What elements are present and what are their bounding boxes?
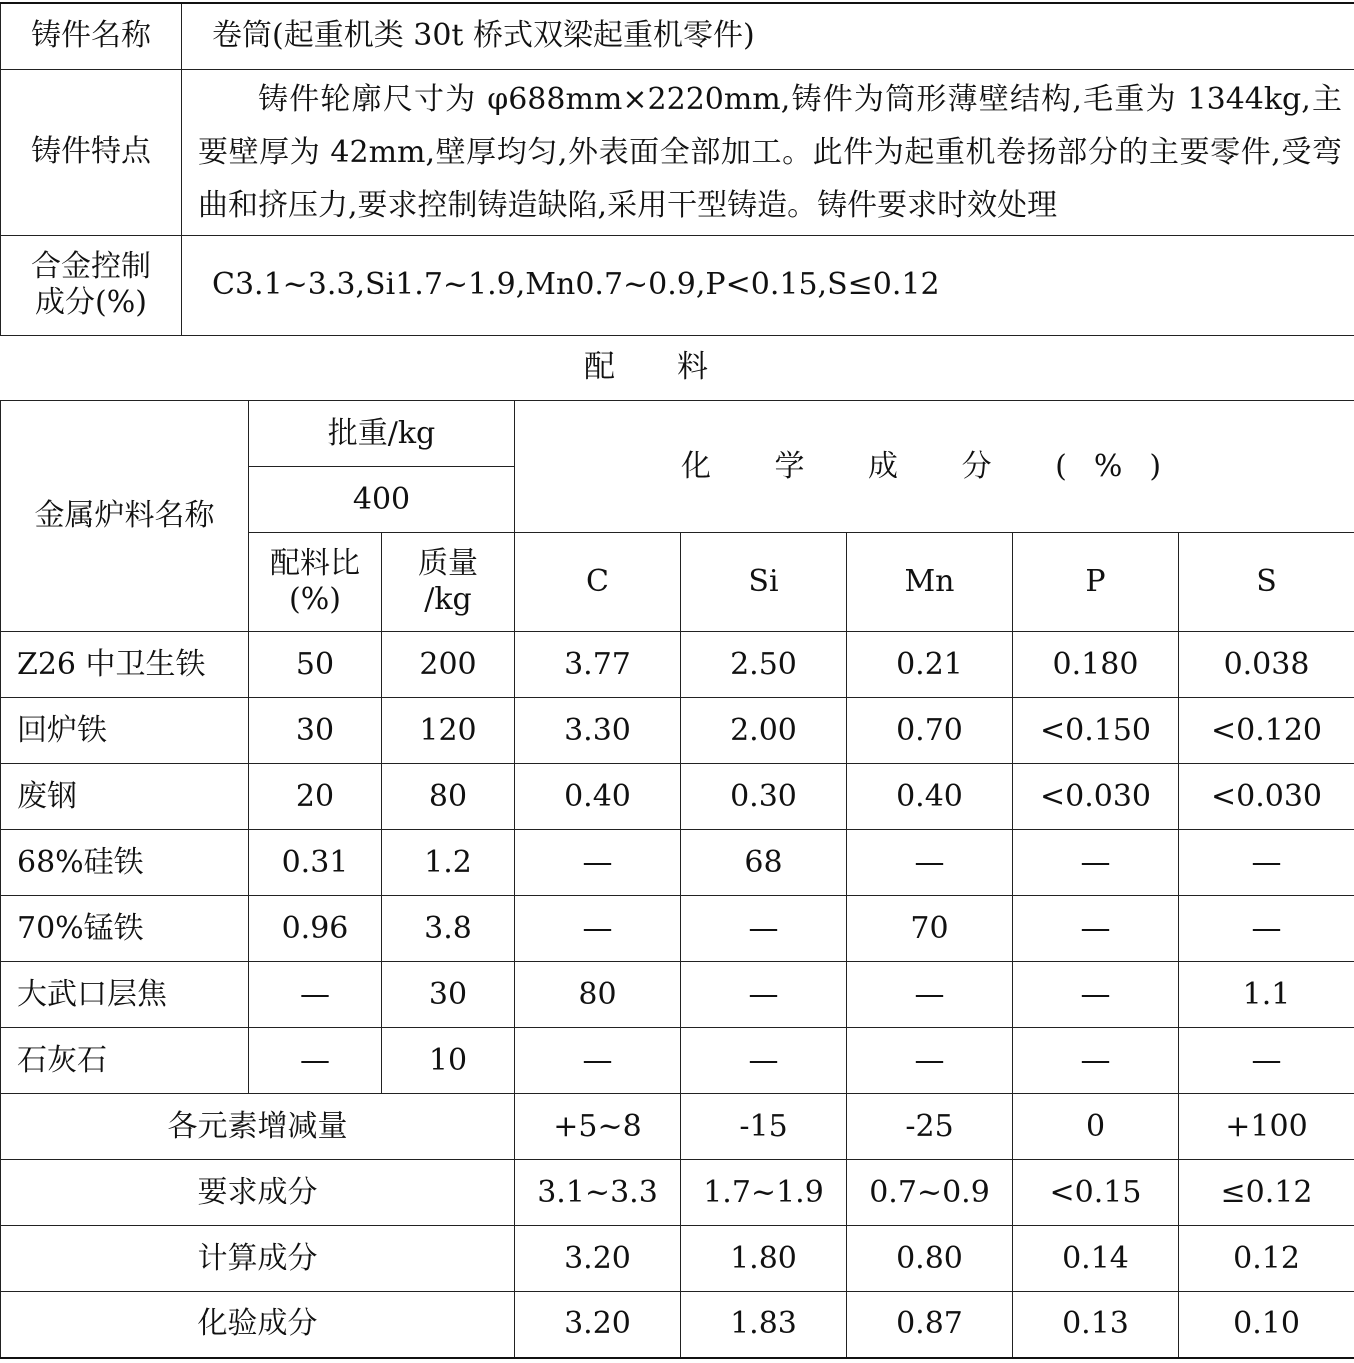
alloy-label-line2: 成分(%)	[35, 285, 147, 320]
p-cell: —	[1013, 962, 1179, 1028]
s-cell: —	[1179, 896, 1354, 962]
summary-row	[1, 1160, 1354, 1226]
s-cell: <0.030	[1179, 764, 1354, 830]
alloy-label-line1: 合金控制	[31, 249, 151, 284]
table-row	[1, 698, 1354, 764]
ratio-cell: 50	[249, 632, 382, 698]
element-header-p: P	[1013, 533, 1179, 632]
s-cell: —	[1179, 830, 1354, 896]
si-cell: 0.30	[681, 764, 847, 830]
si-cell: 1.7~1.9	[681, 1160, 847, 1226]
ratio-cell: 30	[249, 698, 382, 764]
c-cell: —	[515, 1028, 681, 1094]
c-cell: +5~8	[515, 1094, 681, 1160]
c-cell: 3.1~3.3	[515, 1160, 681, 1226]
si-cell: 1.80	[681, 1226, 847, 1292]
p-cell: 0.14	[1013, 1226, 1179, 1292]
mn-cell: 0.87	[847, 1292, 1013, 1358]
material-name: 废钢	[1, 764, 249, 830]
material-name: 大武口层焦	[1, 962, 249, 1028]
c-cell: 80	[515, 962, 681, 1028]
mass-cell: 30	[382, 962, 515, 1028]
summary-row	[1, 1226, 1354, 1292]
c-cell: —	[515, 896, 681, 962]
si-cell: 68	[681, 830, 847, 896]
element-header-c: C	[515, 533, 681, 632]
p-cell: 0	[1013, 1094, 1179, 1160]
c-cell: 3.30	[515, 698, 681, 764]
summary-row	[1, 1292, 1354, 1358]
si-cell: 2.50	[681, 632, 847, 698]
c-cell: 3.20	[515, 1292, 681, 1358]
mass-cell: 80	[382, 764, 515, 830]
mass-cell: 1.2	[382, 830, 515, 896]
table-row	[1, 896, 1354, 962]
ratio-header-line1: 配料比	[270, 546, 360, 581]
p-cell: <0.030	[1013, 764, 1179, 830]
si-cell: —	[681, 896, 847, 962]
element-header-s: S	[1179, 533, 1354, 632]
si-cell: 1.83	[681, 1292, 847, 1358]
mn-cell: —	[847, 962, 1013, 1028]
mass-cell: 10	[382, 1028, 515, 1094]
material-name: 68%硅铁	[1, 830, 249, 896]
p-cell: 0.180	[1013, 632, 1179, 698]
ratio-cell: 0.31	[249, 830, 382, 896]
casting-feature-value: 铸件轮廓尺寸为 φ688mm×2220mm,铸件为筒形薄壁结构,毛重为 1344kg,主要壁厚为 42mm,壁厚均匀,外表面全部加工。此件为起重机卷扬部分的主要零件,受弯曲和挤压力,要求控制铸造缺陷,采用干型铸造。铸件要求时效处理	[182, 69, 1354, 235]
casting-name-value: 卷筒(起重机类 30t 桥式双梁起重机零件)	[182, 3, 1354, 69]
ratio-cell: —	[249, 962, 382, 1028]
batch-header: 批重/kg	[249, 401, 515, 467]
s-cell: ≤0.12	[1179, 1160, 1354, 1226]
p-cell: —	[1013, 830, 1179, 896]
summary-label: 计算成分	[1, 1226, 515, 1292]
mass-cell: 200	[382, 632, 515, 698]
table-row	[1, 764, 1354, 830]
mn-cell: 0.80	[847, 1226, 1013, 1292]
si-cell: —	[681, 1028, 847, 1094]
s-cell: <0.120	[1179, 698, 1354, 764]
table-row	[1, 830, 1354, 896]
batch-value: 400	[249, 467, 515, 533]
c-cell: 0.40	[515, 764, 681, 830]
si-cell: —	[681, 962, 847, 1028]
mn-cell: 0.40	[847, 764, 1013, 830]
ratio-cell: —	[249, 1028, 382, 1094]
s-cell: 1.1	[1179, 962, 1354, 1028]
mn-cell: -25	[847, 1094, 1013, 1160]
material-header: 金属炉料名称	[1, 401, 249, 632]
s-cell: 0.12	[1179, 1226, 1354, 1292]
material-name: Z26 中卫生铁	[1, 632, 249, 698]
si-cell: -15	[681, 1094, 847, 1160]
s-cell: —	[1179, 1028, 1354, 1094]
summary-row	[1, 1094, 1354, 1160]
mn-cell: —	[847, 830, 1013, 896]
ratio-cell: 20	[249, 764, 382, 830]
s-cell: 0.10	[1179, 1292, 1354, 1358]
p-cell: <0.15	[1013, 1160, 1179, 1226]
element-header-si: Si	[681, 533, 847, 632]
casting-feature-label: 铸件特点	[1, 69, 182, 235]
s-cell: +100	[1179, 1094, 1354, 1160]
table-row	[1, 962, 1354, 1028]
material-name: 回炉铁	[1, 698, 249, 764]
mn-cell: 0.70	[847, 698, 1013, 764]
batching-table	[0, 400, 1354, 1359]
mass-cell: 120	[382, 698, 515, 764]
mn-cell: 0.7~0.9	[847, 1160, 1013, 1226]
p-cell: <0.150	[1013, 698, 1179, 764]
casting-info-table	[0, 2, 1354, 336]
alloy-label	[1, 235, 182, 335]
summary-label: 各元素增减量	[1, 1094, 515, 1160]
mn-cell: —	[847, 1028, 1013, 1094]
si-cell: 2.00	[681, 698, 847, 764]
p-cell: —	[1013, 896, 1179, 962]
summary-label: 化验成分	[1, 1292, 515, 1358]
section-title: 配料	[584, 349, 770, 385]
material-name: 石灰石	[1, 1028, 249, 1094]
p-cell: 0.13	[1013, 1292, 1179, 1358]
mass-header	[382, 533, 515, 632]
mn-cell: 0.21	[847, 632, 1013, 698]
s-cell: 0.038	[1179, 632, 1354, 698]
material-name: 70%锰铁	[1, 896, 249, 962]
mass-cell: 3.8	[382, 896, 515, 962]
element-header-mn: Mn	[847, 533, 1013, 632]
mass-header-line1: 质量	[418, 546, 478, 581]
ratio-header-line2: (%)	[289, 582, 341, 617]
c-cell: 3.20	[515, 1226, 681, 1292]
ratio-header	[249, 533, 382, 632]
table-row	[1, 632, 1354, 698]
casting-name-label: 铸件名称	[1, 3, 182, 69]
mn-cell: 70	[847, 896, 1013, 962]
summary-label: 要求成分	[1, 1160, 515, 1226]
alloy-value: C3.1~3.3,Si1.7~1.9,Mn0.7~0.9,P<0.15,S≤0.12	[182, 235, 1354, 335]
ratio-cell: 0.96	[249, 896, 382, 962]
chem-header: 化 学 成 分 (%)	[515, 401, 1354, 533]
mass-header-line2: /kg	[424, 582, 472, 617]
p-cell: —	[1013, 1028, 1179, 1094]
table-row	[1, 1028, 1354, 1094]
c-cell: —	[515, 830, 681, 896]
c-cell: 3.77	[515, 632, 681, 698]
